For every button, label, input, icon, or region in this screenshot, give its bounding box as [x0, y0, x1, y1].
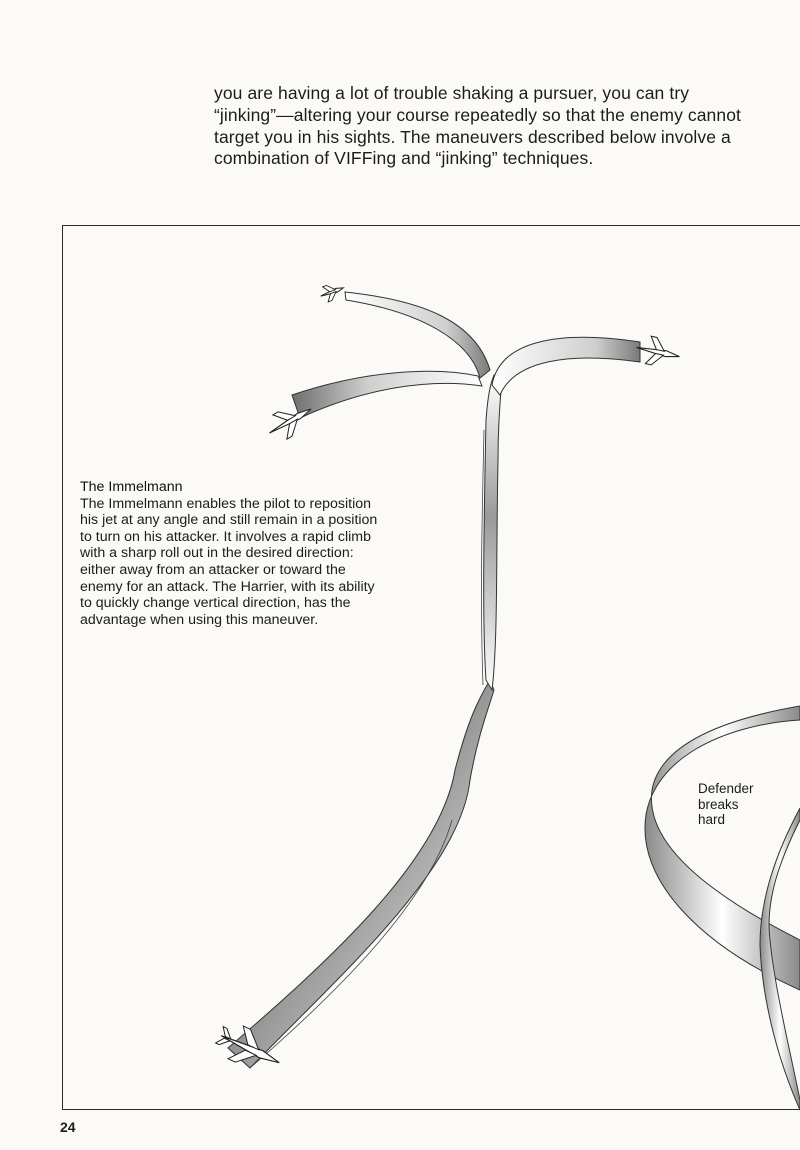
figure-caption	[80, 479, 380, 628]
intro-text: you are having a lot of trouble shaking a pursuer, you can try “jinking”—altering your course repeatedly so that the enemy cannot target you in his sights. The maneuvers described below involve a combination of VIFFing and “jinking” techniques.	[214, 83, 742, 169]
page-number: 24	[60, 1119, 76, 1135]
vertical-trail-ribbon	[484, 375, 502, 690]
defender-label: Defender breaks hard	[698, 781, 754, 827]
caption-heading: The Immelmann	[80, 479, 183, 495]
right-branch-ribbon	[492, 337, 640, 395]
top-branch-ribbon	[345, 292, 490, 378]
jet-icon	[318, 280, 346, 303]
left-branch-ribbon	[292, 371, 482, 418]
jet-icon	[634, 334, 683, 371]
defender-outer-ribbon	[645, 706, 800, 990]
lower-trail-ribbon	[228, 680, 494, 1068]
caption-body: The Immelmann enables the pilot to reposition his jet at any angle and still remain in a position to turn on his attacker. It involves a rapid climb with a sharp roll out in the desired direction: either away from an attacker or toward the enemy for an attack. The Harrier, with its ability to quickly change vertical direction, has the advantage when using this maneuver.	[80, 495, 378, 628]
